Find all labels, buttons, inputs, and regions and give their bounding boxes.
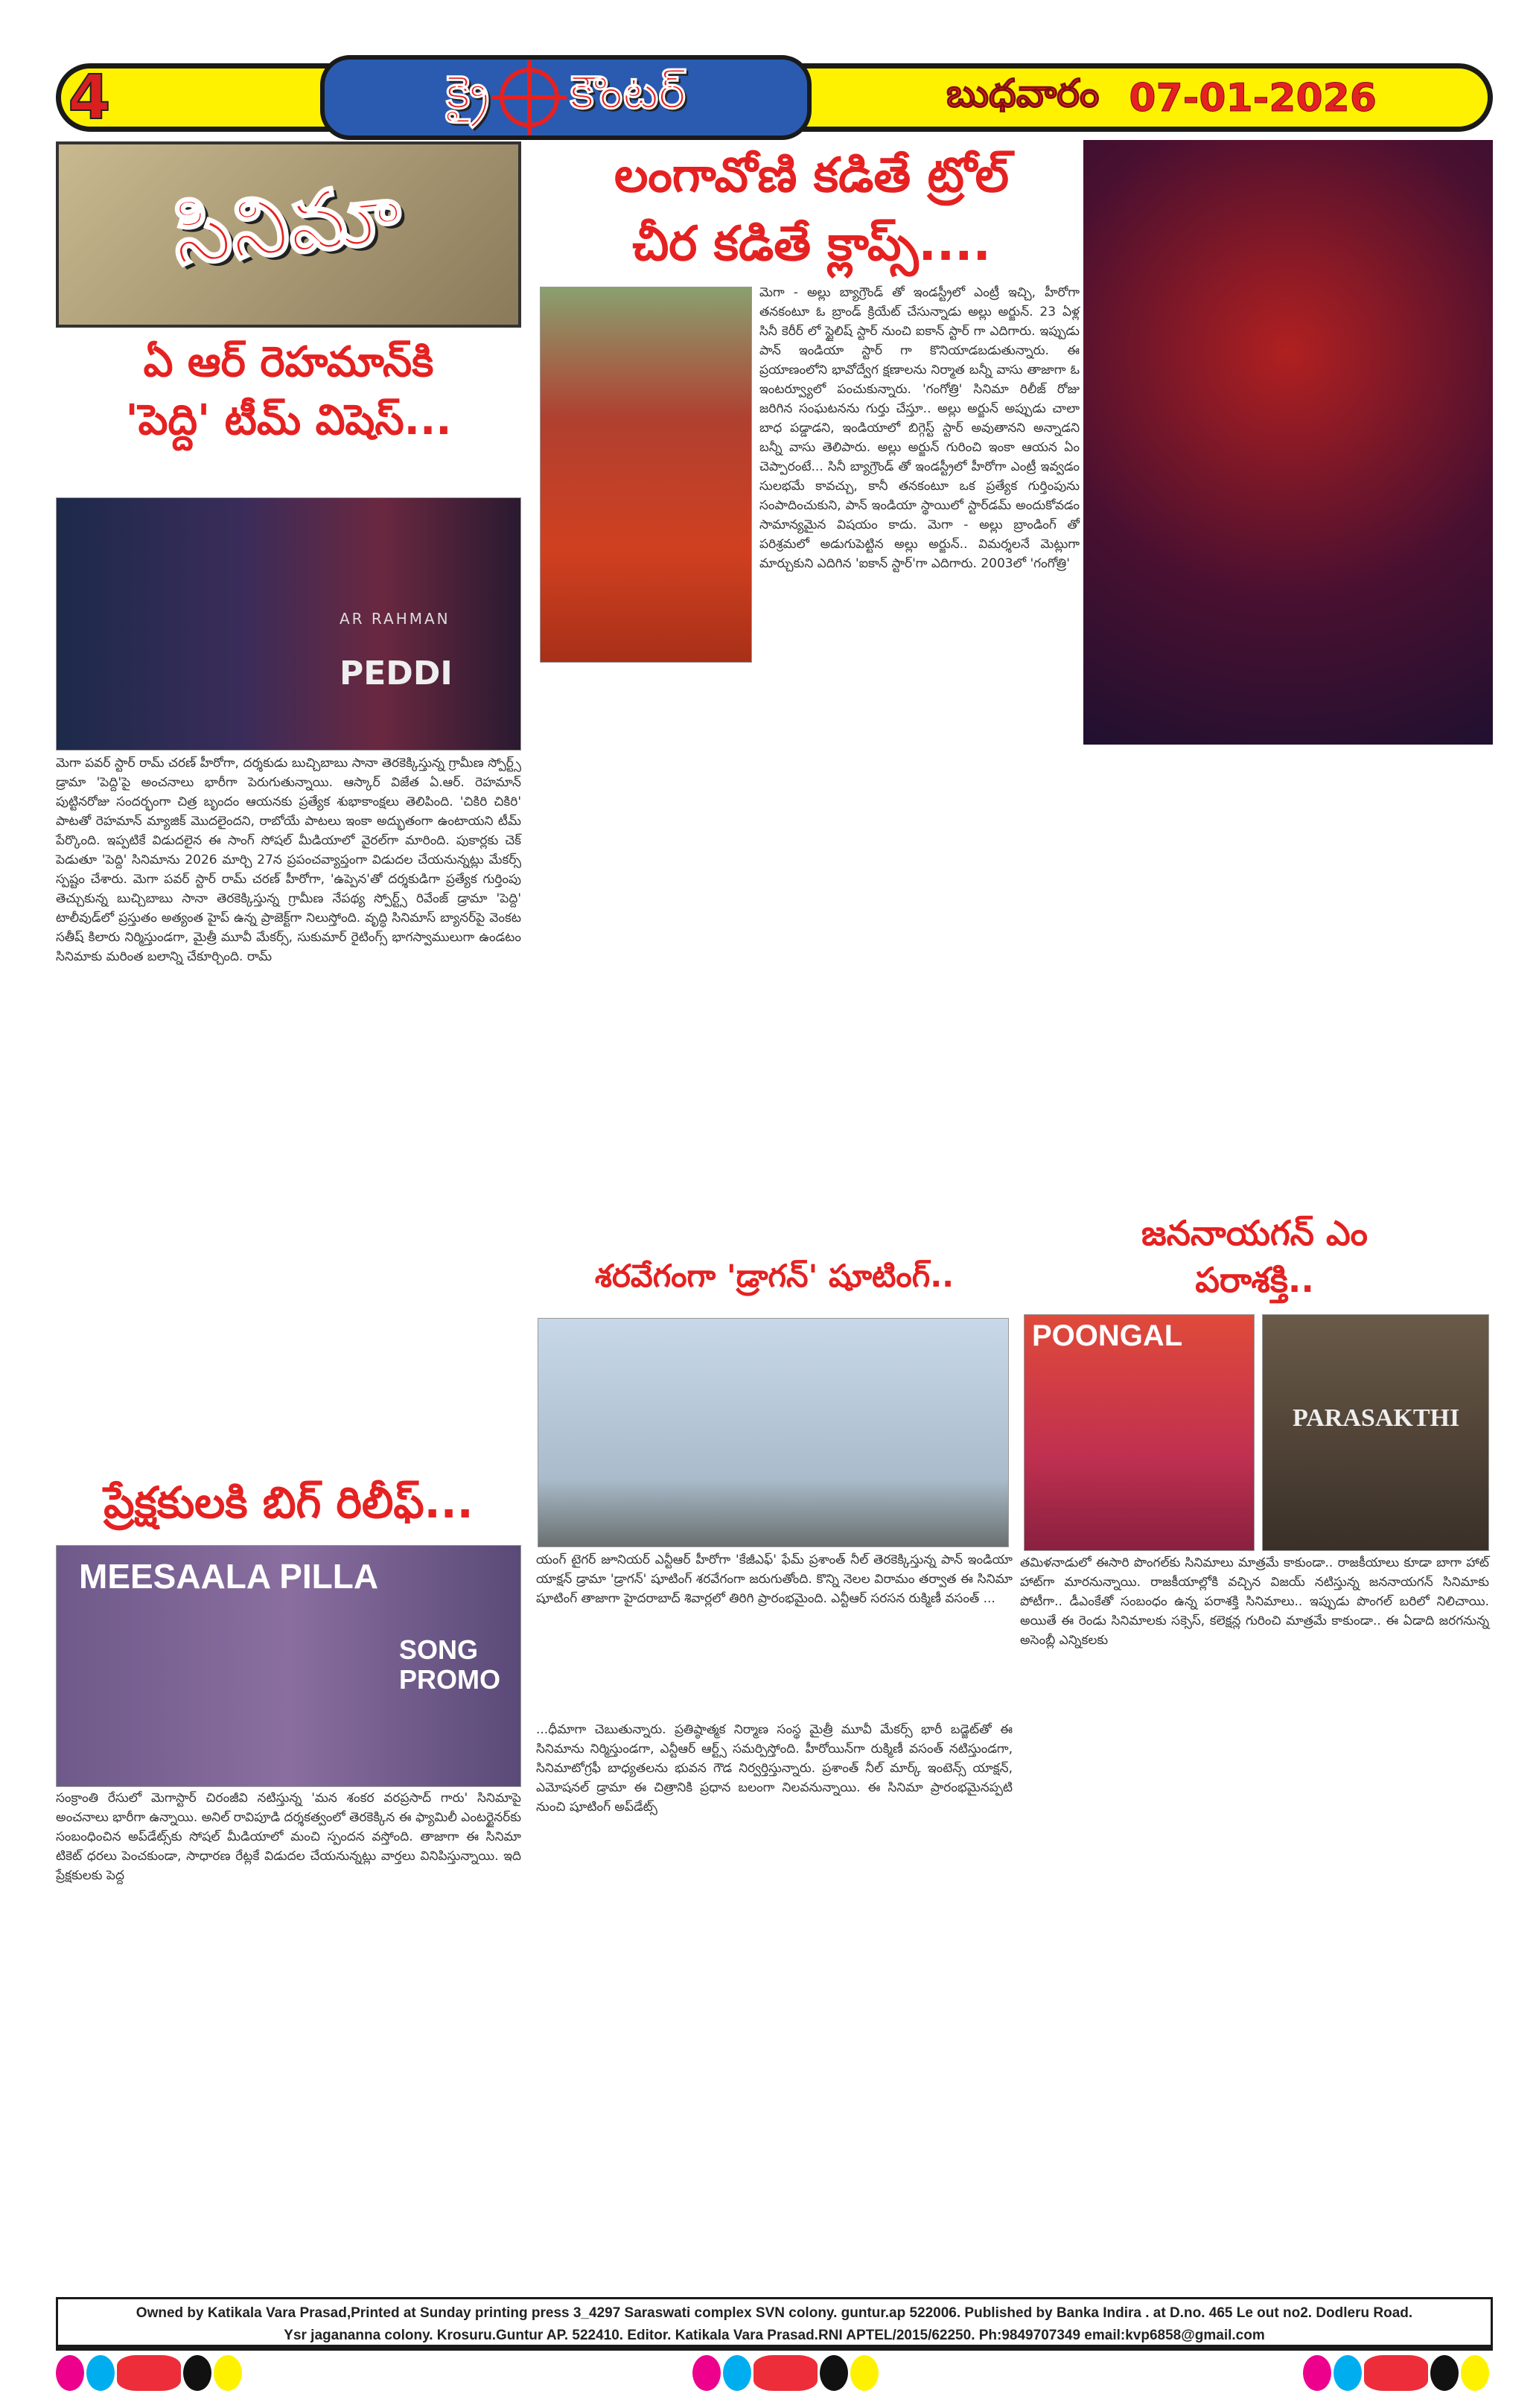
headline-line: జననాయగన్ ఎం xyxy=(1141,1213,1368,1253)
imprint-footer xyxy=(56,2297,1493,2351)
dragon-shooting-photo xyxy=(538,1318,1009,1547)
weekday: బుధవారం xyxy=(946,71,1100,116)
date: 07-01-2026 xyxy=(1129,76,1377,121)
registration-marks-right xyxy=(1303,2355,1489,2391)
rahman-headline xyxy=(56,339,521,445)
masthead-right: కౌంటర్ xyxy=(570,65,686,119)
actor-in-saree-photo xyxy=(540,287,752,663)
headline-line: చీర కడితే క్లాప్స్.... xyxy=(632,216,991,272)
poongal-poster xyxy=(1024,1314,1255,1551)
poster-subtitle: SONG PROMO xyxy=(399,1634,501,1695)
photo-caption: AR RAHMAN xyxy=(340,610,450,628)
imprint-line: Ysr jagananna colony. Krosuru.Guntur AP. 522410. Editor. Katikala Vara Prasad.RNI APTEL/2015/62250. Ph:9849707349 email:kvp6858@gmail.com xyxy=(284,2328,1265,2343)
imprint-line: Owned by Katikala Vara Prasad,Printed at Sunday printing press 3_4297 Saraswati complex SVN colony. guntur.ap 522006. Published by Banka Indira . at D.no. 465 Le out no2. Dodleru Road. xyxy=(136,2305,1413,2321)
paragraph: సంక్రాంతి రేసులో మెగాస్టార్ చిరంజీవి నటిస్తున్న 'మన శంకర వరప్రసాద్ గారు' సినిమాపై అంచనాలు భారీగా ఉన్నాయి. అనిల్ రావిపూడి దర్శకత్వంలో తెరకెక్కిన ఈ ఫ్యామిలీ ఎంటర్టైనర్‌కు సంబంధించిన అప్‌డేట్స్‌కు సోషల్ మీడియాలో మంచి స్పందన వస్తోంది. తాజాగా ఈ సినిమా టికెట్ ధరలు పెంచకుండా, సాధారణ రేట్లకే విడుదల చేయనున్నట్లు వార్తలు వినిపిస్తున్నాయి. ఇది ప్రేక్షకులకు పెద్ద xyxy=(56,1791,521,1883)
relief-headline: ప్రేక్షకులకి బిగ్ రిలీఫ్... xyxy=(103,1477,474,1528)
poster-title: PARASAKTHI xyxy=(1293,1404,1460,1432)
registration-marks-left xyxy=(56,2355,242,2391)
masthead-left: క్రై xyxy=(445,65,490,119)
headline-line: ఏ ఆర్ రెహమాన్‌కి xyxy=(143,338,434,386)
headline-line: పరాశక్తి.. xyxy=(1195,1259,1314,1300)
cinema-logo-text: సినిమా xyxy=(169,165,406,284)
poster-title: MEESAALA PILLA xyxy=(79,1557,379,1596)
paragraph: ...ధీమాగా చెబుతున్నారు. ప్రతిష్ఠాత్మక నిర్మాణ సంస్థ మైత్రీ మూవీ మేకర్స్ భారీ బడ్జెట్‌తో ఈ సినిమాను నిర్మిస్తుండగా, ఎన్టీఆర్ ఆర్ట్స్ సమర్పిస్తోంది. హీరోయిన్‌గా రుక్మిణీ వసంత్ నటిస్తుండగా, సినిమాటోగ్రఫీ బాధ్యతలను భువన గౌడ నిర్వర్తిస్తున్నారు. ప్రశాంత్ నీల్ మార్క్ ఇంటెన్స్ యాక్షన్, ఎమోషనల్ డ్రామా ఈ చిత్రానికి ప్రధాన బలంగా నిలవనున్నాయి. ఈ సినిమా ప్రారంభమైనప్పటి నుంచి షూటింగ్ అప్‌డేట్స్ xyxy=(536,1722,1013,1815)
dragon-article-body xyxy=(536,1550,1013,1817)
masthead-logo xyxy=(320,55,812,140)
headline-line: లంగావోణి కడితే ట్రోల్ xyxy=(614,148,1010,203)
registration-marks-center xyxy=(692,2355,879,2391)
relief-article-body xyxy=(56,1789,521,1885)
rahman-article-body xyxy=(56,754,521,966)
parasakthi-poster xyxy=(1262,1314,1489,1551)
crosshair-icon xyxy=(500,68,559,127)
dateline xyxy=(849,64,1474,133)
main-article-body xyxy=(759,283,1080,573)
headline-line: 'పెద్ది' టీమ్ విషెస్... xyxy=(125,396,452,445)
jananayagan-article-body xyxy=(1020,1553,1489,1650)
cinema-section-logo xyxy=(56,141,521,328)
paragraph: యంగ్ టైగర్ జూనియర్ ఎన్టీఆర్ హీరోగా 'కేజీఎఫ్' ఫేమ్ ప్రశాంత్ నీల్ తెరకెక్కిస్తున్న పాన్ ఇండియా యాక్షన్ డ్రామా 'డ్రాగన్' షూటింగ్ శరవేగంగా జరుగుతోంది. కొన్ని నెలల విరామం తర్వాత ఈ సినిమా షూటింగ్ తాజాగా హైదరాబాద్ శివార్లలో తిరిగి ప్రారంభమైంది. ఎన్టీఆర్ సరసన రుక్మిణీ వసంత్ ... xyxy=(536,1552,1013,1606)
jananayagan-headline xyxy=(1020,1214,1489,1300)
meesaala-pilla-poster xyxy=(56,1545,521,1787)
paragraph: మెగా - అల్లు బ్యాగ్రౌండ్ తో ఇండస్ట్రీలో ఎంట్రీ ఇచ్చి, హీరోగా తనకంటూ ఓ బ్రాండ్ క్రియేట్ చేసున్నాడు అల్లు అర్జున్. 23 ఏళ్ల సినీ కెరీర్ లో స్టైలిష్ స్టార్ నుంచి ఐకాన్ స్టార్ గా ఎదిగారు. ఇప్పుడు పాన్ ఇండియా స్టార్ గా కొనియాడబడుతున్నారు. ఈ ప్రయాణంలోని భావోద్వేగ క్షణాలను నిర్మాత బన్నీ వాసు తాజాగా ఓ ఇంటర్వ్యూలో పంచుకున్నారు. 'గంగోత్రి' సినిమా రిలీజ్ రోజు జరిగిన సంఘటనను గుర్తు చేస్తూ.. అల్లు అర్జున్ అప్పుడు చాలా బాధ పడ్డాడని, ఇండియాలో బిగ్గెస్ట్ స్టార్ అవుతానని అన్నాడని బన్నీ వాసు తెలిపారు. అల్లు అర్జున్ గురించి ఇంకా ఆయన ఏం చెప్పారంటే... సినీ బ్యాగ్రౌండ్ తో ఇండస్ట్రీలో హీరోగా ఎంట్రీ ఇవ్వడం సులభమే కావచ్చు, కానీ తనకంటూ ఒక ప్రత్యేక గుర్తింపును సంపాదించుకుని, పాన్ ఇండియా స్థాయిలో స్టార్‌డమ్ అందుకోవడం సామాన్యమైన విషయం కాదు. మెగా - అల్లు బ్రాండింగ్ తో పరిశ్రమలో అడుగుపెట్టిన అల్లు అర్జున్.. విమర్శలనే మెట్లుగా మార్చుకుని ఎదిగిన 'ఐకాన్ స్టార్'గా ఎదిగారు. 2003లో 'గంగోత్రి' xyxy=(759,285,1080,571)
paragraph: మెగా పవర్ స్టార్ రామ్ చరణ్ హీరోగా, దర్శకుడు బుచ్చిబాబు సానా తెరకెక్కిస్తున్న గ్రామీణ స్పోర్ట్స్ డ్రామా 'పెద్ది'పై అంచనాలు భారీగా పెరుగుతున్నాయి. ఆస్కార్ విజేత ఏ.ఆర్. రెహమాన్ పుట్టినరోజు సందర్భంగా చిత్ర బృందం ఆయనకు ప్రత్యేక శుభాకాంక్షలు తెలిపింది. 'చికిరి చికిరి' పాటతో రెహమాన్ మ్యాజిక్ మొదలైందని, రాబోయే పాటలు ఇంకా అద్భుతంగా ఉంటాయని టీమ్ పేర్కొంది. ఇప్పటికే విడుదలైన ఈ సాంగ్ సోషల్ మీడియాలో వైరల్‌గా మారింది. పుకార్లకు చెక్ పెడుతూ 'పెద్ది' సినిమాను 2026 మార్చి 27న ప్రపంచవ్యాప్తంగా విడుదల చేయనున్నట్లు మేకర్స్ స్పష్టం చేశారు. మెగా పవర్ స్టార్ రామ్ చరణ్ హీరోగా, 'ఉప్పెన'తో దర్శకుడిగా ప్రత్యేక గుర్తింపు తెచ్చుకున్న బుచ్చిబాబు సానా తెరకెక్కిస్తున్న గ్రామీణ నేపథ్య స్పోర్ట్స్ రివేంజ్ డ్రామా 'పెద్ది' టాలీవుడ్‌లో ప్రస్తుతం అత్యంత హైప్ ఉన్న ప్రాజెక్ట్‌గా నిలుస్తోంది. వృద్ధి సినిమాస్ బ్యానర్‌పై వెంకట సతీష్ కిలారు నిర్మిస్తుండగా, మైత్రీ మూవీ మేకర్స్, సుకుమార్ రైటింగ్స్ భాగస్వాములుగా ఉండటం సినిమాకు మరింత బలాన్ని చేకూర్చింది. రామ్ xyxy=(56,756,521,964)
main-headline xyxy=(536,149,1087,272)
paragraph: తమిళనాడులో ఈసారి పొంగల్‌కు సినిమాలు మాత్రమే కాకుండా.. రాజకీయాలు కూడా బాగా హాట్ హాట్‌గా మారనున్నాయి. రాజకీయాల్లోకి వచ్చిన విజయ్ నటిస్తున్న జననాయగన్ సినిమాకు పోటీగా.. డీఎంకేతో సంబంధం ఉన్న పరాశక్తి సినిమాలు.. ఇప్పుడు పొంగల్ బరిలో నిలిచాయి. అయితే ఈ రెండు సినిమాలకు సక్సెస్, కలెక్షన్ల గురించి మాత్రమే కాకుండా.. ఈ ఏడాది జరగనున్న అసెంబ్లీ ఎన్నికలకు xyxy=(1020,1555,1489,1648)
dragon-headline: శరవేగంగా 'డ్రాగన్' షూటింగ్.. xyxy=(594,1258,955,1294)
rahman-photo xyxy=(56,497,521,751)
pushpa-poster xyxy=(1083,140,1493,745)
photo-caption: PEDDI xyxy=(340,654,453,692)
poster-title: POONGAL xyxy=(1032,1319,1183,1352)
page-number: 4 xyxy=(68,63,111,133)
